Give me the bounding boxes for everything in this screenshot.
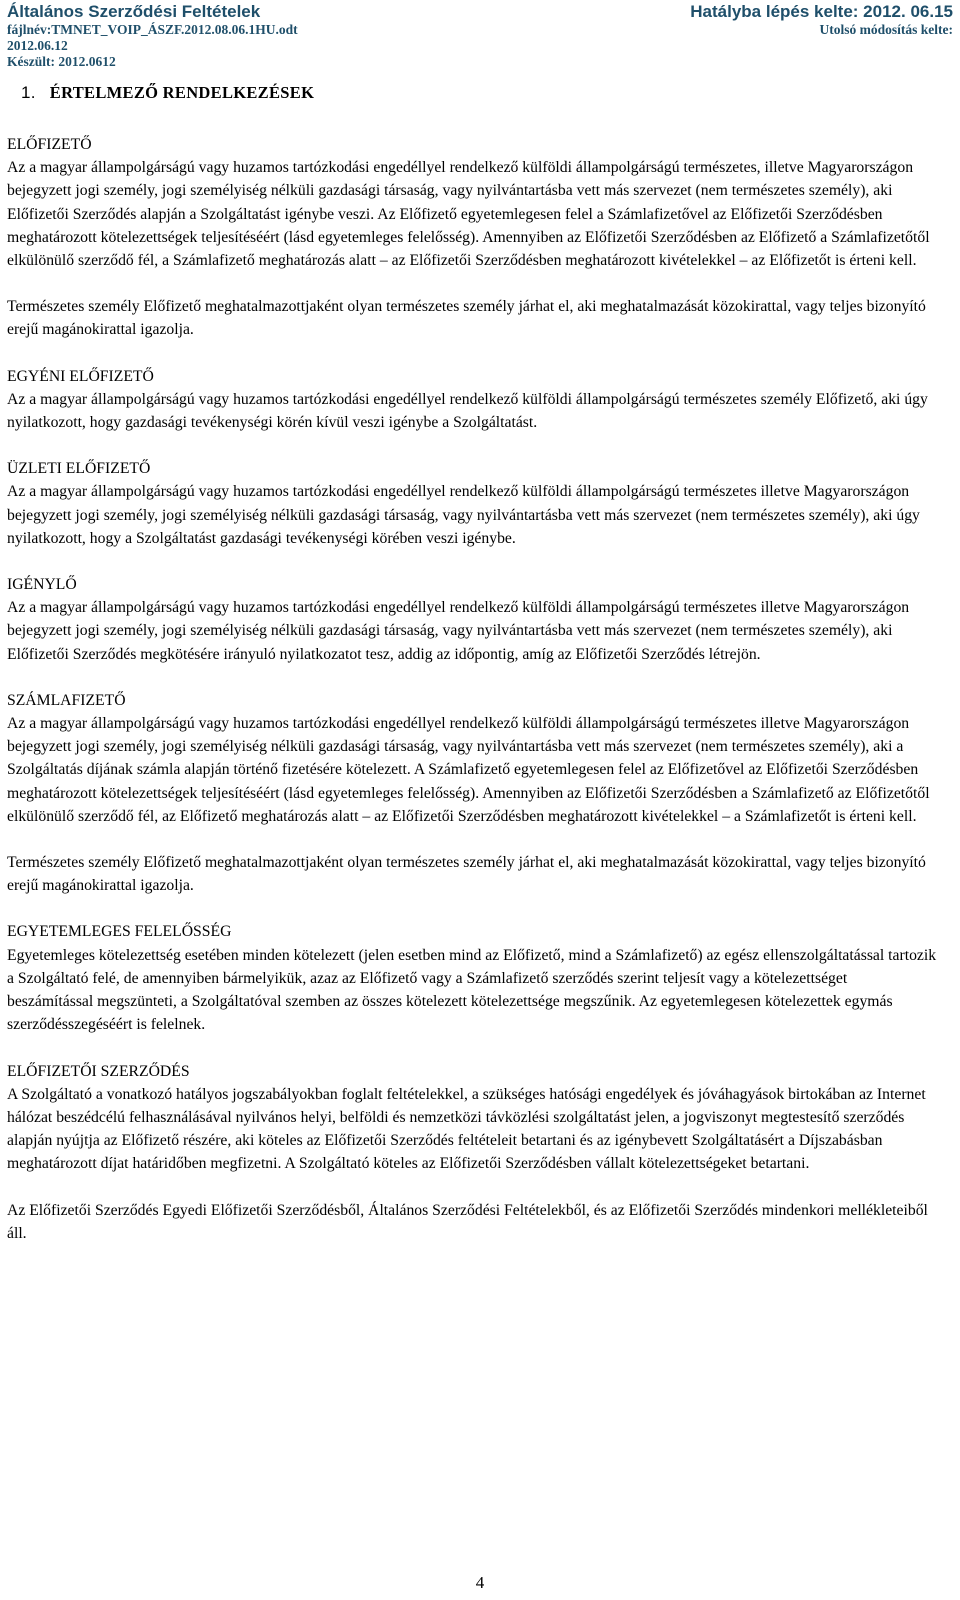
document-body (7, 133, 937, 1245)
header-row-2 (7, 22, 953, 38)
definition-term: EGYÉNI ELŐFIZETŐ (7, 367, 154, 385)
page-number: 4 (475, 1573, 485, 1592)
file-name: fájlnév:TMNET_VOIP_ÁSZF.2012.08.06.1HU.odt (7, 22, 298, 37)
definition-elofizeto (7, 133, 937, 342)
definition-paragraph: Az Előfizetői Szerződés Egyedi Előfizetői Szerződésből, Általános Szerződési Feltételekből, és az Előfizetői Szerződés mindenkori mellékleteiből áll. (7, 1201, 928, 1242)
definition-term: SZÁMLAFIZETŐ (7, 691, 126, 709)
definition-paragraph: Az a magyar állampolgárságú vagy huzamos tartózkodási engedéllyel rendelkező külföldi állampolgárságú természetes személy Előfizető, aki úgy nyilatkozott, hogy gazdasági tevékenységi körén kívül veszi igénybe a Szolgáltatást. (7, 390, 928, 432)
definition-term: ÜZLETI ELŐFIZETŐ (7, 460, 151, 478)
created-date: Készült: 2012.0612 (7, 54, 116, 69)
definition-term: EGYETEMLEGES FELELŐSSÉG (7, 923, 232, 941)
definition-paragraph: Természetes személy Előfizető meghatalmazottjaként olyan természetes személy járhat el, aki meghatalmazását közokirattal, vagy teljes bizonyító erejű magánokirattal igazolja. (7, 298, 926, 339)
last-modified-label: Utolsó módosítás kelte: (819, 22, 953, 37)
definition-term: ELŐFIZETŐI SZERZŐDÉS (7, 1062, 190, 1080)
section-heading (7, 82, 314, 104)
definition-paragraph: A Szolgáltató a vonatkozó hatályos jogszabályokban foglalt feltételekkel, a szükséges hatósági engedélyek és jóváhagyások birtokában az Internet hálózat beszédcélú felhasználásával nyilvános helyi, belföldi és nemzetközi távközlési szolgáltatást jelen, a jogviszonyt megtestesítő szerződés alapján nyújtja az Előfizető részére, aki köteles az Előfizetői Szerződés feltételeit betartani és az igénybevett Szolgáltatásért a Díjszabásban meghatározott díjat határidőben megfizetni. A Szolgáltató köteles az Előfizetői Szerződésben vállalt kötelezettségeket betartani. (7, 1085, 926, 1173)
definition-uzleti-elofizeto (7, 457, 937, 550)
page-header (7, 2, 953, 70)
definition-term: IGÉNYLŐ (7, 576, 77, 594)
definition-paragraph: Az a magyar állampolgárságú vagy huzamos tartózkodási engedéllyel rendelkező külföldi állampolgárságú természetes illetve Magyarországon bejegyzett jogi személy, jogi személyiség nélküli gazdasági társaság, vagy nyilvántartásba vett más szervezet (nem természetes személy), aki a Szolgáltatás díjának számla alapján történő fizetésére kötelezett. A Számlafizető egyetemlegesen felel az Előfizetővel az Előfizetői Szerződésben meghatározott kötelezettségek teljesítéséért (lásd egyetemleges felelősség). Amennyiben az Előfizetői Szerződésben a Számlafizető az Előfizetőtől elkülönülő szerződő fél, az Előfizető meghatározás alatt – az Előfizetői Szerződésben meghatározott kivételekkel – a Számlafizetőt is érteni kell. (7, 715, 930, 825)
section-title: ÉRTELMEZŐ RENDELKEZÉSEK (49, 83, 315, 102)
definition-egyeni-elofizeto (7, 365, 937, 435)
section-number: 1. (21, 83, 36, 102)
header-row-1 (7, 2, 953, 22)
definition-paragraph: Az a magyar állampolgárságú vagy huzamos tartózkodási engedéllyel rendelkező külföldi állampolgárságú természetes, illetve Magyarországon bejegyzett jogi személy, jogi személyiség nélküli gazdasági társaság, vagy nyilvántartásba vett más szervezet (nem természetes személy), aki Előfizetői Szerződés alapján a Szolgáltatást igénybe veszi. Az Előfizető egyetemlegesen felel a Számlafizetővel az Előfizetői Szerződésben meghatározott kötelezettségek teljesítéséért (lásd egyetemleges felelősség). Amennyiben az Előfizetői Szerződésben az Előfizető a Számlafizetőtől elkülönülő szerződő fél, a Számlafizető meghatározás alatt – az Előfizetői Szerződésben meghatározott kivételekkel – az Előfizetőt is érteni kell. (7, 159, 930, 270)
definition-igenylo (7, 573, 937, 666)
document-title: Általános Szerződési Feltételek (7, 2, 261, 21)
definition-egyetemleges-felelosseg (7, 920, 937, 1036)
effective-date: Hatályba lépés kelte: 2012. 06.15 (690, 2, 953, 21)
definition-szamlafizeto (7, 689, 937, 898)
definition-term: ELŐFIZETŐ (7, 136, 92, 153)
definition-paragraph: Egyetemleges kötelezettség esetében minden kötelezett (jelen esetben mind az Előfizető, mind a Számlafizető) az egész ellenszolgáltatással tartozik a Szolgáltató felé, de amennyiben bármelyikük, azaz az Előfizető vagy a Számlafizető szerződés szerint teljesít vagy a kötelezettséget beszámítással megszünteti, a Szolgáltatóval szemben az összes kötelezett kötelezettsége megszűnik. Az egyetemlegesen kötelezettek egymás szerződésszegéséért is felelnek. (7, 946, 937, 1034)
definition-paragraph: Természetes személy Előfizető meghatalmazottjaként olyan természetes személy járhat el, aki meghatalmazását közokirattal, vagy teljes bizonyító erejű magánokirattal igazolja. (7, 854, 926, 895)
last-modified-date: 2012.06.12 (7, 38, 68, 53)
definition-paragraph: Az a magyar állampolgárságú vagy huzamos tartózkodási engedéllyel rendelkező külföldi állampolgárságú természetes illetve Magyarországon bejegyzett jogi személy, jogi személyiség nélküli gazdasági társaság, vagy nyilvántartásba vett más szervezet (nem természetes személy), aki úgy nyilatkozott, hogy a Szolgáltatást gazdasági tevékenységi körében veszi igénybe. (7, 483, 920, 547)
definition-paragraph: Az a magyar állampolgárságú vagy huzamos tartózkodási engedéllyel rendelkező külföldi állampolgárságú természetes illetve Magyarországon bejegyzett jogi személy, jogi személyiség nélküli gazdasági társaság, vagy nyilvántartásba vett más szervezet (nem természetes személy), aki Előfizetői Szerződés megkötésére irányuló nyilatkozatot tesz, addig az időpontig, amíg az Előfizetői Szerződés létrejön. (7, 599, 910, 663)
definition-elofizetoi-szerzodes (7, 1060, 937, 1245)
